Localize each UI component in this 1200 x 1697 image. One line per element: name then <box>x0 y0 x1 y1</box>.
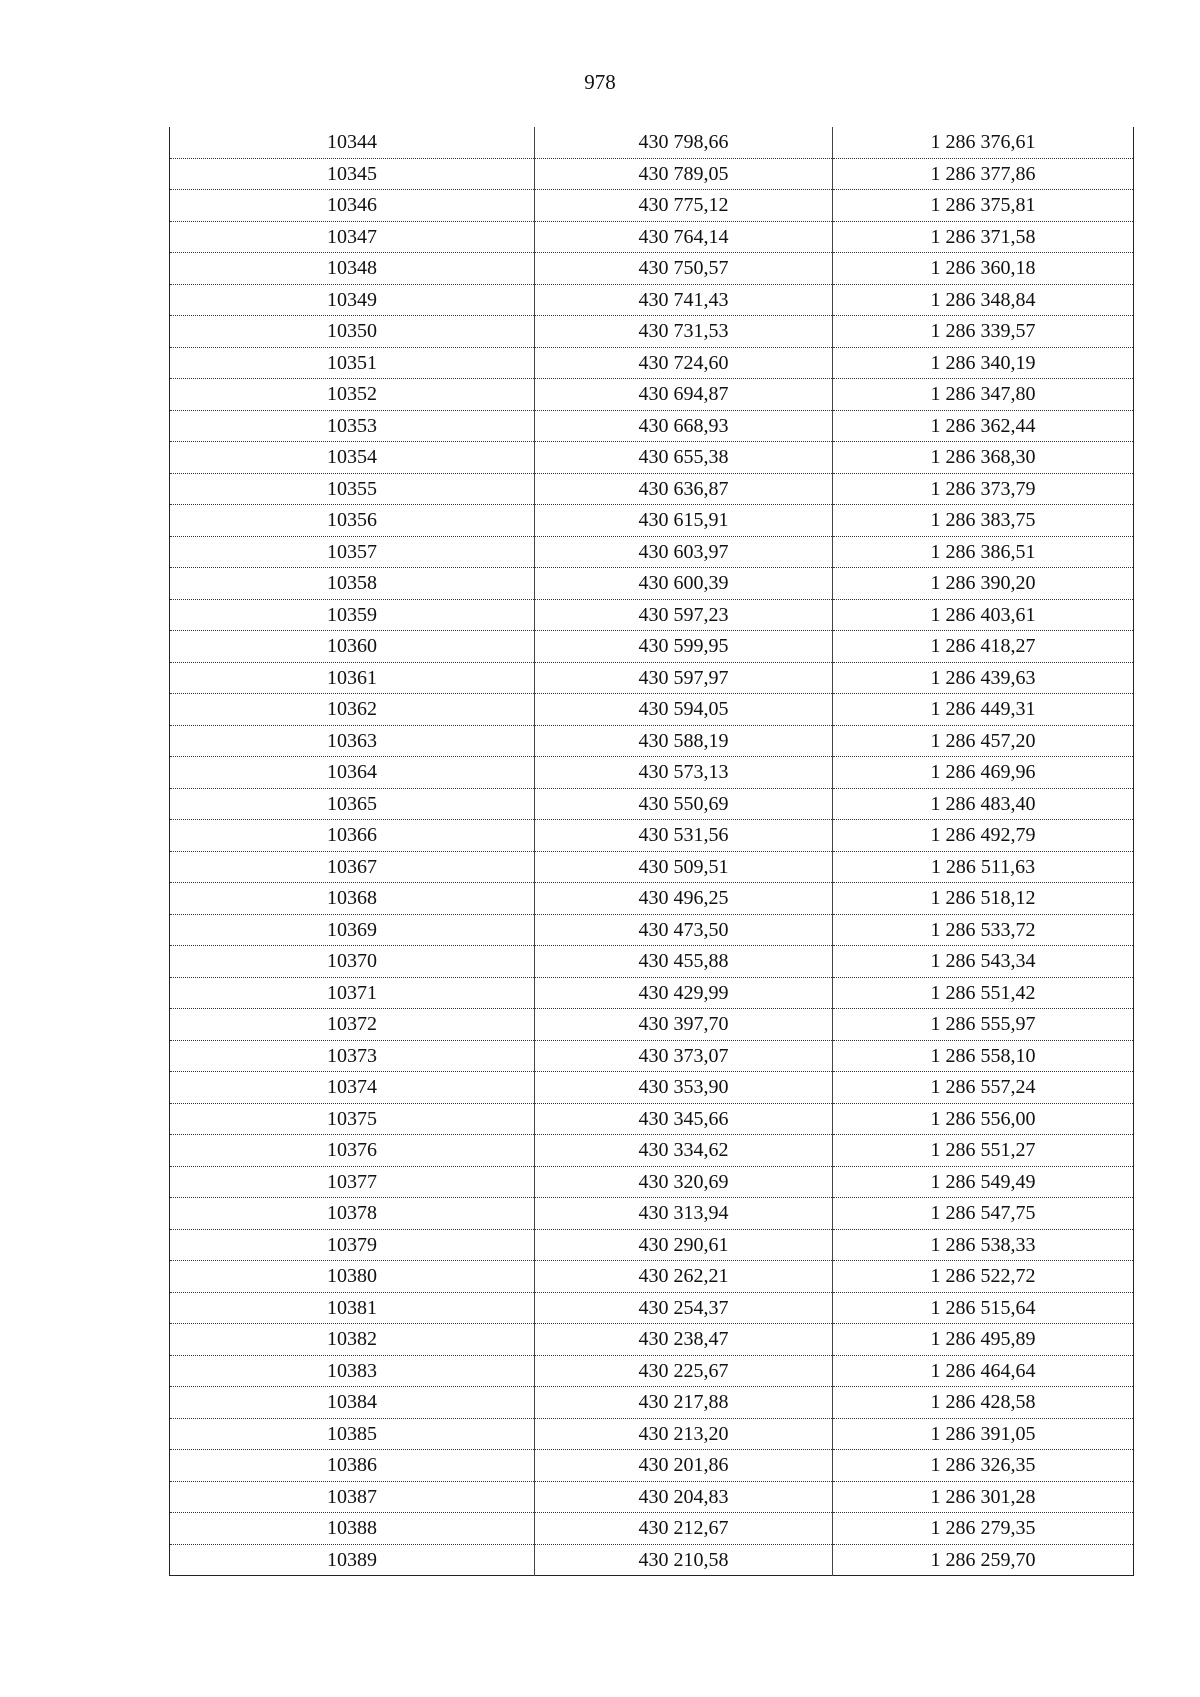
table-row <box>170 1324 1134 1356</box>
y-coordinate-cell: 1 286 538,33 <box>833 1229 1134 1261</box>
point-number-cell: 10353 <box>170 410 535 442</box>
point-number-cell: 10372 <box>170 1009 535 1041</box>
x-coordinate-cell: 430 353,90 <box>535 1072 833 1104</box>
point-number-cell: 10357 <box>170 536 535 568</box>
y-coordinate-cell: 1 286 362,44 <box>833 410 1134 442</box>
page-number: 978 <box>584 70 616 94</box>
table-row <box>170 158 1134 190</box>
y-coordinate-cell: 1 286 376,61 <box>833 127 1134 158</box>
y-coordinate-cell: 1 286 555,97 <box>833 1009 1134 1041</box>
table-row <box>170 1481 1134 1513</box>
table-row <box>170 505 1134 537</box>
x-coordinate-cell: 430 210,58 <box>535 1544 833 1576</box>
y-coordinate-cell: 1 286 368,30 <box>833 442 1134 474</box>
y-coordinate-cell: 1 286 375,81 <box>833 190 1134 222</box>
y-coordinate-cell: 1 286 549,49 <box>833 1166 1134 1198</box>
table-row <box>170 883 1134 915</box>
table-row <box>170 725 1134 757</box>
table-row <box>170 757 1134 789</box>
x-coordinate-cell: 430 290,61 <box>535 1229 833 1261</box>
point-number-cell: 10378 <box>170 1198 535 1230</box>
table-row <box>170 1198 1134 1230</box>
point-number-cell: 10346 <box>170 190 535 222</box>
y-coordinate-cell: 1 286 403,61 <box>833 599 1134 631</box>
point-number-cell: 10368 <box>170 883 535 915</box>
x-coordinate-cell: 430 496,25 <box>535 883 833 915</box>
table-row <box>170 1166 1134 1198</box>
point-number-cell: 10385 <box>170 1418 535 1450</box>
y-coordinate-cell: 1 286 518,12 <box>833 883 1134 915</box>
x-coordinate-cell: 430 473,50 <box>535 914 833 946</box>
x-coordinate-cell: 430 764,14 <box>535 221 833 253</box>
table-row <box>170 694 1134 726</box>
point-number-cell: 10352 <box>170 379 535 411</box>
point-number-cell: 10348 <box>170 253 535 285</box>
x-coordinate-cell: 430 573,13 <box>535 757 833 789</box>
point-number-cell: 10360 <box>170 631 535 663</box>
y-coordinate-cell: 1 286 551,27 <box>833 1135 1134 1167</box>
x-coordinate-cell: 430 204,83 <box>535 1481 833 1513</box>
x-coordinate-cell: 430 262,21 <box>535 1261 833 1293</box>
y-coordinate-cell: 1 286 418,27 <box>833 631 1134 663</box>
table-row <box>170 1103 1134 1135</box>
point-number-cell: 10359 <box>170 599 535 631</box>
point-number-cell: 10345 <box>170 158 535 190</box>
point-number-cell: 10370 <box>170 946 535 978</box>
table-row <box>170 1261 1134 1293</box>
x-coordinate-cell: 430 741,43 <box>535 284 833 316</box>
x-coordinate-cell: 430 373,07 <box>535 1040 833 1072</box>
point-number-cell: 10380 <box>170 1261 535 1293</box>
table-row <box>170 820 1134 852</box>
y-coordinate-cell: 1 286 301,28 <box>833 1481 1134 1513</box>
x-coordinate-cell: 430 775,12 <box>535 190 833 222</box>
point-number-cell: 10371 <box>170 977 535 1009</box>
y-coordinate-cell: 1 286 551,42 <box>833 977 1134 1009</box>
x-coordinate-cell: 430 588,19 <box>535 725 833 757</box>
x-coordinate-cell: 430 213,20 <box>535 1418 833 1450</box>
point-number-cell: 10355 <box>170 473 535 505</box>
table-row <box>170 1387 1134 1419</box>
table-row <box>170 946 1134 978</box>
point-number-cell: 10350 <box>170 316 535 348</box>
point-number-cell: 10389 <box>170 1544 535 1576</box>
table-row <box>170 977 1134 1009</box>
y-coordinate-cell: 1 286 340,19 <box>833 347 1134 379</box>
point-number-cell: 10386 <box>170 1450 535 1482</box>
x-coordinate-cell: 430 597,23 <box>535 599 833 631</box>
point-number-cell: 10344 <box>170 127 535 158</box>
y-coordinate-cell: 1 286 428,58 <box>833 1387 1134 1419</box>
x-coordinate-cell: 430 798,66 <box>535 127 833 158</box>
x-coordinate-cell: 430 615,91 <box>535 505 833 537</box>
x-coordinate-cell: 430 594,05 <box>535 694 833 726</box>
x-coordinate-cell: 430 320,69 <box>535 1166 833 1198</box>
point-number-cell: 10379 <box>170 1229 535 1261</box>
x-coordinate-cell: 430 531,56 <box>535 820 833 852</box>
x-coordinate-cell: 430 655,38 <box>535 442 833 474</box>
x-coordinate-cell: 430 550,69 <box>535 788 833 820</box>
x-coordinate-cell: 430 597,97 <box>535 662 833 694</box>
x-coordinate-cell: 430 724,60 <box>535 347 833 379</box>
y-coordinate-cell: 1 286 373,79 <box>833 473 1134 505</box>
x-coordinate-cell: 430 334,62 <box>535 1135 833 1167</box>
y-coordinate-cell: 1 286 469,96 <box>833 757 1134 789</box>
table-row <box>170 788 1134 820</box>
x-coordinate-cell: 430 509,51 <box>535 851 833 883</box>
point-number-cell: 10383 <box>170 1355 535 1387</box>
table-row <box>170 284 1134 316</box>
x-coordinate-cell: 430 789,05 <box>535 158 833 190</box>
y-coordinate-cell: 1 286 522,72 <box>833 1261 1134 1293</box>
table-row <box>170 662 1134 694</box>
table-row <box>170 536 1134 568</box>
table-row <box>170 1418 1134 1450</box>
table-row <box>170 221 1134 253</box>
y-coordinate-cell: 1 286 348,84 <box>833 284 1134 316</box>
x-coordinate-cell: 430 397,70 <box>535 1009 833 1041</box>
y-coordinate-cell: 1 286 533,72 <box>833 914 1134 946</box>
point-number-cell: 10354 <box>170 442 535 474</box>
table-row <box>170 1292 1134 1324</box>
point-number-cell: 10365 <box>170 788 535 820</box>
point-number-cell: 10382 <box>170 1324 535 1356</box>
y-coordinate-cell: 1 286 515,64 <box>833 1292 1134 1324</box>
x-coordinate-cell: 430 217,88 <box>535 1387 833 1419</box>
point-number-cell: 10356 <box>170 505 535 537</box>
table-row <box>170 1513 1134 1545</box>
y-coordinate-cell: 1 286 547,75 <box>833 1198 1134 1230</box>
table-row <box>170 1229 1134 1261</box>
point-number-cell: 10347 <box>170 221 535 253</box>
table-row <box>170 631 1134 663</box>
table-row <box>170 253 1134 285</box>
y-coordinate-cell: 1 286 326,35 <box>833 1450 1134 1482</box>
y-coordinate-cell: 1 286 558,10 <box>833 1040 1134 1072</box>
table-row <box>170 568 1134 600</box>
point-number-cell: 10381 <box>170 1292 535 1324</box>
y-coordinate-cell: 1 286 464,64 <box>833 1355 1134 1387</box>
point-number-cell: 10362 <box>170 694 535 726</box>
x-coordinate-cell: 430 238,47 <box>535 1324 833 1356</box>
y-coordinate-cell: 1 286 347,80 <box>833 379 1134 411</box>
y-coordinate-cell: 1 286 556,00 <box>833 1103 1134 1135</box>
table-row <box>170 442 1134 474</box>
x-coordinate-cell: 430 225,67 <box>535 1355 833 1387</box>
point-number-cell: 10384 <box>170 1387 535 1419</box>
x-coordinate-cell: 430 599,95 <box>535 631 833 663</box>
table-row <box>170 1544 1134 1576</box>
x-coordinate-cell: 430 201,86 <box>535 1450 833 1482</box>
table-row <box>170 379 1134 411</box>
y-coordinate-cell: 1 286 557,24 <box>833 1072 1134 1104</box>
x-coordinate-cell: 430 212,67 <box>535 1513 833 1545</box>
y-coordinate-cell: 1 286 492,79 <box>833 820 1134 852</box>
table-row <box>170 1135 1134 1167</box>
point-number-cell: 10387 <box>170 1481 535 1513</box>
y-coordinate-cell: 1 286 543,34 <box>833 946 1134 978</box>
x-coordinate-cell: 430 455,88 <box>535 946 833 978</box>
x-coordinate-cell: 430 603,97 <box>535 536 833 568</box>
x-coordinate-cell: 430 694,87 <box>535 379 833 411</box>
table-row <box>170 410 1134 442</box>
y-coordinate-cell: 1 286 495,89 <box>833 1324 1134 1356</box>
table-row <box>170 127 1134 158</box>
y-coordinate-cell: 1 286 457,20 <box>833 725 1134 757</box>
y-coordinate-cell: 1 286 360,18 <box>833 253 1134 285</box>
y-coordinate-cell: 1 286 383,75 <box>833 505 1134 537</box>
x-coordinate-cell: 430 345,66 <box>535 1103 833 1135</box>
coordinates-table <box>169 127 1134 1576</box>
point-number-cell: 10361 <box>170 662 535 694</box>
point-number-cell: 10369 <box>170 914 535 946</box>
point-number-cell: 10358 <box>170 568 535 600</box>
x-coordinate-cell: 430 600,39 <box>535 568 833 600</box>
y-coordinate-cell: 1 286 391,05 <box>833 1418 1134 1450</box>
table-row <box>170 914 1134 946</box>
table-row <box>170 316 1134 348</box>
y-coordinate-cell: 1 286 339,57 <box>833 316 1134 348</box>
x-coordinate-cell: 430 636,87 <box>535 473 833 505</box>
table-row <box>170 1450 1134 1482</box>
table-row <box>170 473 1134 505</box>
point-number-cell: 10367 <box>170 851 535 883</box>
point-number-cell: 10376 <box>170 1135 535 1167</box>
y-coordinate-cell: 1 286 259,70 <box>833 1544 1134 1576</box>
y-coordinate-cell: 1 286 483,40 <box>833 788 1134 820</box>
point-number-cell: 10375 <box>170 1103 535 1135</box>
y-coordinate-cell: 1 286 279,35 <box>833 1513 1134 1545</box>
x-coordinate-cell: 430 313,94 <box>535 1198 833 1230</box>
x-coordinate-cell: 430 429,99 <box>535 977 833 1009</box>
table-row <box>170 347 1134 379</box>
y-coordinate-cell: 1 286 511,63 <box>833 851 1134 883</box>
x-coordinate-cell: 430 731,53 <box>535 316 833 348</box>
table-row <box>170 599 1134 631</box>
table-row <box>170 1355 1134 1387</box>
point-number-cell: 10373 <box>170 1040 535 1072</box>
table-row <box>170 1040 1134 1072</box>
y-coordinate-cell: 1 286 449,31 <box>833 694 1134 726</box>
y-coordinate-cell: 1 286 390,20 <box>833 568 1134 600</box>
y-coordinate-cell: 1 286 386,51 <box>833 536 1134 568</box>
y-coordinate-cell: 1 286 439,63 <box>833 662 1134 694</box>
y-coordinate-cell: 1 286 371,58 <box>833 221 1134 253</box>
point-number-cell: 10351 <box>170 347 535 379</box>
table-row <box>170 1072 1134 1104</box>
y-coordinate-cell: 1 286 377,86 <box>833 158 1134 190</box>
table-row <box>170 1009 1134 1041</box>
point-number-cell: 10388 <box>170 1513 535 1545</box>
point-number-cell: 10377 <box>170 1166 535 1198</box>
point-number-cell: 10374 <box>170 1072 535 1104</box>
x-coordinate-cell: 430 750,57 <box>535 253 833 285</box>
x-coordinate-cell: 430 668,93 <box>535 410 833 442</box>
point-number-cell: 10349 <box>170 284 535 316</box>
point-number-cell: 10364 <box>170 757 535 789</box>
x-coordinate-cell: 430 254,37 <box>535 1292 833 1324</box>
table-row <box>170 851 1134 883</box>
table-row <box>170 190 1134 222</box>
point-number-cell: 10363 <box>170 725 535 757</box>
point-number-cell: 10366 <box>170 820 535 852</box>
coordinates-table-body <box>170 127 1134 1576</box>
